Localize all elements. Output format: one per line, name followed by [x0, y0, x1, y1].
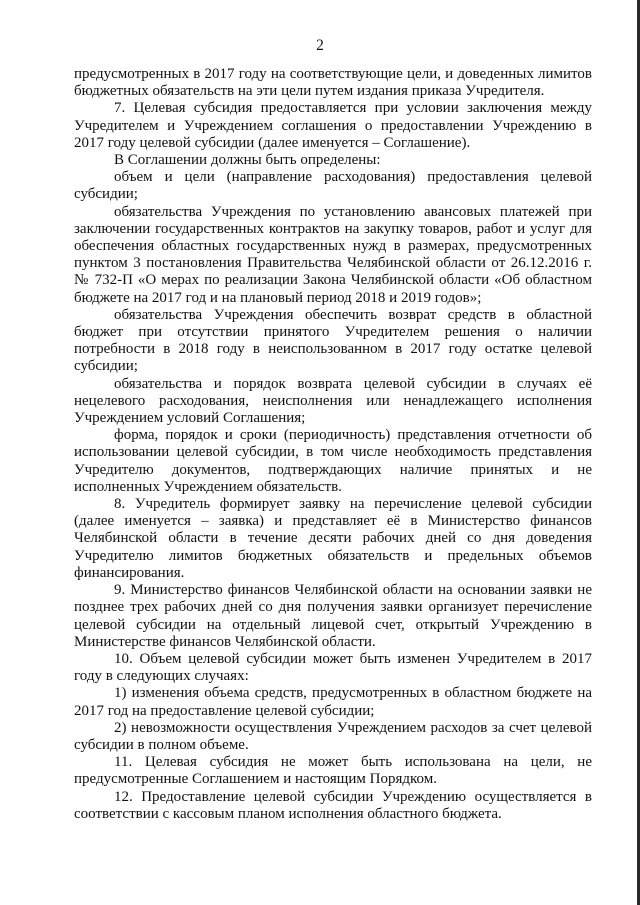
paragraph-clause-7: 7. Целевая субсидия предоставляется при условии заключения между Учредителем и Учреждением соглашения о предоставлении Учреждению в 2017 году целевой субсидии (далее именуется – Соглашение).: [74, 100, 592, 151]
page-number: 2: [316, 37, 324, 54]
paragraph-agreement-item-volume: объем и цели (направление расходования) предоставления целевой субсидии;: [74, 169, 592, 203]
paragraph-clause-12: 12. Предоставление целевой субсидии Учреждению осуществляется в соответствии с кассовым планом исполнения областного бюджета.: [74, 788, 592, 822]
paragraph-agreement-item-misuse: обязательства и порядок возврата целевой субсидии в случаях её нецелевого расходования, неисполнения или ненадлежащего исполнения Учреждением условий Соглашения;: [74, 375, 592, 427]
paragraph-clause-8: 8. Учредитель формирует заявку на перечисление целевой субсидии (далее именуется – заявка) и представляет её в Министерство финансов Челябинской области в течение десяти рабочих дней со дня доведения Учредителю лимитов бюджетных обязательств и предельных объемов финансирования.: [74, 496, 592, 581]
paragraph-clause-11: 11. Целевая субсидия не может быть использована на цели, не предусмотренные Соглашением и настоящим Порядком.: [74, 754, 592, 788]
document-body: [74, 66, 592, 823]
paragraph-clause-10-case-1: 1) изменения объема средств, предусмотренных в областном бюджете на 2017 год на предоставление целевой субсидии;: [74, 685, 592, 719]
paragraph-clause-9: 9. Министерство финансов Челябинской области на основании заявки не позднее трех рабочих дней со дня получения заявки организует перечисление целевой субсидии на отдельный лицевой счет, открытый Учреждению в Министерстве финансов Челябинской области.: [74, 582, 592, 650]
paragraph-agreement-item-return: обязательства Учреждения обеспечить возврат средств в областной бюджет при отсутствии принятого Учредителем решения о наличии потребности в 2018 году в неиспользованном в 2017 году остатке целевой субсидии;: [74, 306, 592, 375]
paragraph-agreement-item-reporting: форма, порядок и сроки (периодичность) представления отчетности об использовании целевой субсидии, в том числе необходимость представления Учредителю документов, подтверждающих наличие принятых и не исполненных Учреждением обязательств.: [74, 427, 592, 495]
paragraph-continuation: предусмотренных в 2017 году на соответствующие цели, и доведенных лимитов бюджетных обязательств на эти цели путем издания приказа Учредителя.: [74, 66, 592, 100]
paragraph-clause-10-case-2: 2) невозможности осуществления Учреждением расходов за счет целевой субсидии в полном объеме.: [74, 719, 592, 753]
paragraph-clause-10: 10. Объем целевой субсидии может быть изменен Учредителем в 2017 году в следующих случаях:: [74, 650, 592, 685]
paragraph-agreement-item-advances: обязательства Учреждения по установлению авансовых платежей при заключении государственных контрактов на закупку товаров, работ и услуг для обеспечения областных государственных нужд в размерах, предусмотренных пунктом 3 постановления Правительства Челябинской области от 26.12.2016 г. № 732-П «О мерах по реализации Закона Челябинской области «Об областном бюджете на 2017 год и на плановый период 2018 и 2019 годов»;: [74, 203, 592, 306]
paragraph-agreement-intro: В Соглашении должны быть определены:: [114, 152, 381, 169]
